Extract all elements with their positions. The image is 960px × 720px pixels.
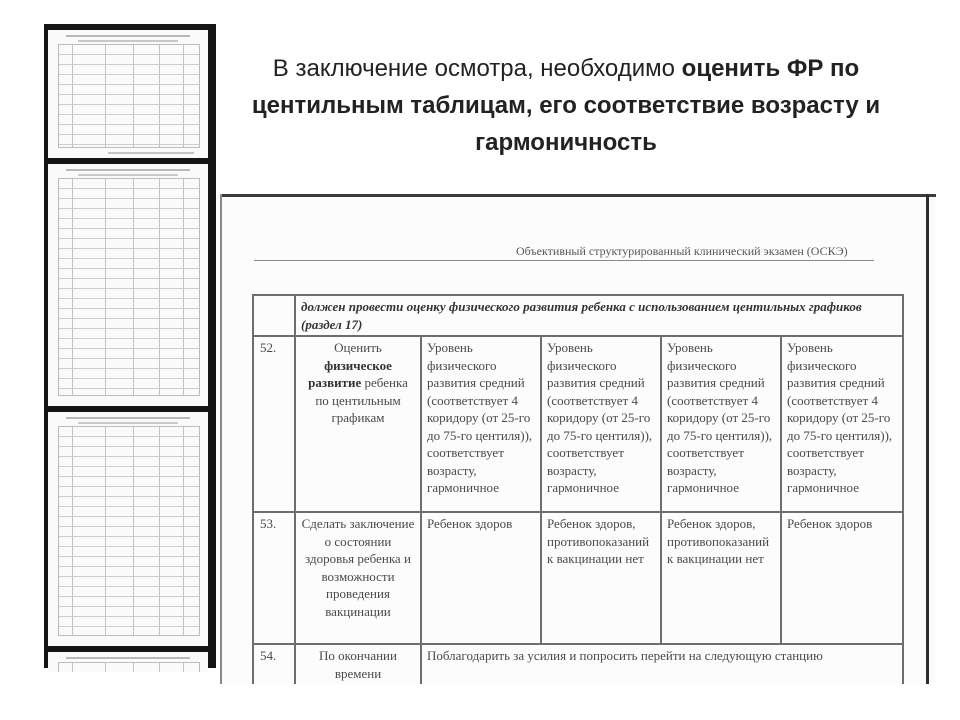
result-cell: Уровень физического развития средний (соответствует 4 коридору (от 25-го до 75-го центиля)), соответствует возрасту, гармоничное — [661, 336, 781, 512]
slide-title-lead: В заключение осмотра, необходимо — [272, 55, 682, 82]
page-thumbnail[interactable] — [48, 652, 208, 672]
result-cell: Уровень физического развития средний (соответствует 4 коридору (от 25-го до 75-го центиля)), соответствует возрасту, гармоничное — [541, 336, 661, 512]
document-header: Объективный структурированный клинический экзамен (ОСКЭ) — [516, 244, 848, 258]
scan-right-border — [926, 194, 929, 684]
action-text: Оценить — [334, 340, 382, 355]
action-text: ребенка по центильным графикам — [315, 375, 408, 425]
action-emphasis: физическое развитие — [308, 357, 392, 390]
table-intro-row — [253, 295, 903, 336]
page-thumbnail[interactable] — [48, 412, 208, 646]
result-cell: Ребенок здоров, противопоказаний к вакцинации нет — [661, 512, 781, 644]
row-action: Сделать заключение о состоянии здоровья ребенка и возможности проведения вакцинации — [295, 512, 421, 644]
table-row — [253, 336, 903, 512]
slide-title — [232, 50, 900, 161]
result-cell: Уровень физического развития средний (соответствует 4 коридору (от 25-го до 75-го центиля)), соответствует возрасту, гармоничное — [421, 336, 541, 512]
scan-left-border — [220, 194, 222, 684]
merged-result-cell: Поблагодарить за усилия и попросить перейти на следующую станцию — [421, 644, 903, 684]
page-thumbnails — [44, 24, 216, 668]
slide-title-emphasis: оценить ФР по центильным таблицам, его соответствие возрасту и гармоничность — [251, 55, 881, 156]
header-rule — [254, 260, 874, 261]
table-cell-empty — [253, 295, 295, 336]
page-thumbnail[interactable] — [48, 30, 208, 158]
scan-top-border — [220, 194, 936, 197]
result-cell: Уровень физического развития средний (соответствует 4 коридору (от 25-го до 75-го центиля)), соответствует возрасту, гармоничное — [781, 336, 903, 512]
row-number: 53. — [253, 512, 295, 644]
intro-text: должен провести оценку физического развития ребенка с использованием центильных графиков (раздел 17) — [295, 295, 903, 336]
scanned-document — [220, 194, 936, 684]
row-number: 52. — [253, 336, 295, 512]
row-action: По окончании времени — [295, 644, 421, 684]
result-cell: Ребенок здоров — [781, 512, 903, 644]
result-cell: Ребенок здоров — [421, 512, 541, 644]
row-number: 54. — [253, 644, 295, 684]
table-row — [253, 512, 903, 644]
row-action — [295, 336, 421, 512]
table-row — [253, 644, 903, 684]
osce-table — [252, 294, 904, 684]
page-thumbnail[interactable] — [48, 164, 208, 406]
result-cell: Ребенок здоров, противопоказаний к вакцинации нет — [541, 512, 661, 644]
